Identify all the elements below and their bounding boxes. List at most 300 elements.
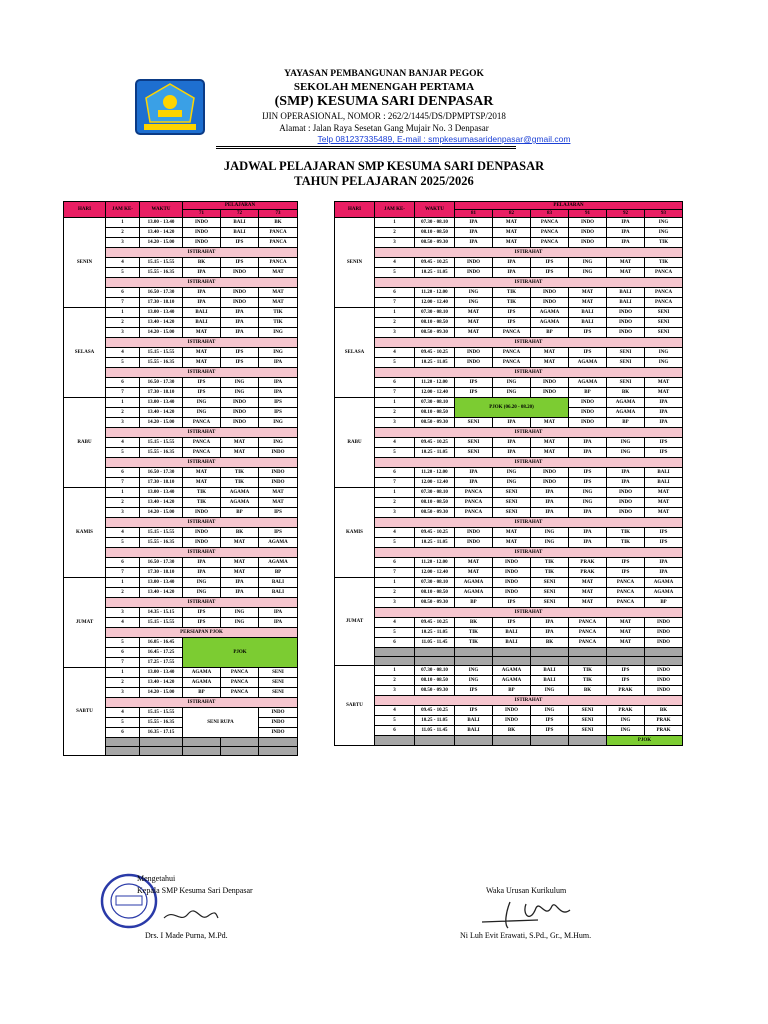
table-header-row [64,202,298,210]
break-row: ISTIRAHAT [375,338,683,348]
pjok-block: PJOK (06.20 - 08.20) [455,398,569,418]
subject-cell: IPA [455,468,493,478]
subject-cell: INDO [531,288,569,298]
subject-cell: ING [531,706,569,716]
subject-cell: AGAMA [531,308,569,318]
time-cell: 14.20 - 15.00 [140,508,183,518]
break-row: ISTIRAHAT [106,278,298,288]
table-row [335,736,683,746]
subject-cell: INDO [221,398,259,408]
subject-cell: ING [221,608,259,618]
vice-signature-icon [478,894,578,932]
empty-cell [415,736,455,746]
table-row [335,638,683,648]
subject-cell: INDO [569,228,607,238]
subject-cell: IPA [183,558,221,568]
day-cell: RABU [335,398,375,488]
subject-cell: IPA [493,438,531,448]
subject-cell: BP [183,688,221,698]
period-cell: 3 [106,418,140,428]
empty-cell [493,657,531,666]
subject-cell: MAT [645,498,683,508]
subject-cell: SENI [607,358,645,368]
empty-cell [531,648,569,657]
subject-cell: TIK [531,568,569,578]
subject-cell: TIK [569,676,607,686]
subject-cell: MAT [645,508,683,518]
subject-cell: IPS [221,238,259,248]
time-cell: 08.10 - 08.50 [415,676,455,686]
subject-cell: INDO [607,318,645,328]
time-cell: 10.25 - 11.05 [415,628,455,638]
empty-cell [531,657,569,666]
time-cell: 13.00 - 13.40 [140,578,183,588]
subject-cell: ING [183,588,221,598]
subject-cell: PANCA [259,228,298,238]
subject-cell: BP [569,388,607,398]
subject-cell: IPA [183,568,221,578]
subject-cell: IPA [645,398,683,408]
subject-cell: IPA [607,228,645,238]
subject-cell: IPA [569,508,607,518]
col-header-period: JAM KE- [375,202,415,218]
subject-cell: IPA [221,318,259,328]
time-cell: 11.20 - 12.00 [415,558,455,568]
table-row [335,278,683,288]
subject-cell: BP [259,568,298,578]
subject-cell: SENI [607,348,645,358]
subject-cell: BALI [569,308,607,318]
subject-cell: BALI [569,318,607,328]
subject-cell: PANCA [493,348,531,358]
subject-cell: BK [221,528,259,538]
subject-cell: IPA [493,418,531,428]
table-row [64,218,298,228]
col-header-class: 81 [455,210,493,218]
subject-cell: IPS [607,676,645,686]
table-row [335,648,683,657]
subject-cell: ING [455,288,493,298]
day-cell: SENIN [335,218,375,308]
subject-cell: INDO [607,488,645,498]
break-row: ISTIRAHAT [375,548,683,558]
break-row: ISTIRAHAT [375,368,683,378]
contact-info[interactable]: Telp 081237335489, E-mail : smpkesumasaridenpasar@gmail.com [317,134,571,144]
period-cell: 3 [106,238,140,248]
subject-cell: IPS [493,618,531,628]
subject-cell: MAT [569,598,607,608]
subject-cell: SENI [607,378,645,388]
time-cell: 10.25 - 11.05 [415,716,455,726]
subject-cell: MAT [259,488,298,498]
time-cell: 14.20 - 15.00 [140,238,183,248]
empty-cell [183,738,221,747]
subject-cell: SENI [531,598,569,608]
subject-cell: INDO [645,638,683,648]
subject-cell: IPA [259,358,298,368]
table-row [335,538,683,548]
empty-cell [375,736,415,746]
col-header-class: 82 [493,210,531,218]
time-cell: 09.45 - 10.25 [415,258,455,268]
subject-cell: IPS [531,726,569,736]
period-cell: 2 [106,498,140,508]
period-cell: 3 [375,328,415,338]
subject-cell: BALI [493,638,531,648]
period-cell: 1 [106,398,140,408]
period-cell: 5 [375,448,415,458]
subject-cell: IPA [259,618,298,628]
table-row [335,438,683,448]
empty-cell [415,657,455,666]
subject-cell: PANCA [645,268,683,278]
day-cell: JUMAT [64,578,106,668]
time-cell: 08.50 - 09.30 [415,508,455,518]
subject-cell: INDO [569,408,607,418]
subject-cell: TIK [455,628,493,638]
subject-cell: ING [455,298,493,308]
period-cell: 5 [106,718,140,728]
acknowledged-label: Mengetahui [137,874,176,883]
empty-cell [531,736,569,746]
day-cell: JUMAT [335,578,375,666]
empty-cell [455,648,493,657]
subject-cell: IPA [607,238,645,248]
break-row: ISTIRAHAT [375,696,683,706]
subject-cell: ING [183,408,221,418]
subject-cell: BK [259,218,298,228]
break-row: ISTIRAHAT [106,338,298,348]
period-cell: 6 [106,468,140,478]
subject-cell: MAT [259,288,298,298]
time-cell: 16.50 - 17.30 [140,558,183,568]
subject-cell: AGAMA [183,668,221,678]
empty-cell [140,738,183,747]
period-cell: 5 [375,358,415,368]
time-cell: 13.40 - 14.20 [140,498,183,508]
time-cell: 15.55 - 16.35 [140,718,183,728]
subject-cell: IPA [531,628,569,638]
col-header-class: 93 [645,210,683,218]
period-cell: 1 [375,398,415,408]
period-cell: 7 [106,388,140,398]
col-header-class: 72 [221,210,259,218]
subject-cell: ING [569,498,607,508]
subject-cell: ING [645,218,683,228]
principal-name: Drs. I Made Purna, M.Pd. [145,931,228,940]
subject-cell: IPA [531,618,569,628]
subject-cell: IPS [183,378,221,388]
col-header-class: 91 [569,210,607,218]
table-row [335,588,683,598]
time-cell: 11.20 - 12.00 [415,378,455,388]
subject-cell: ING [493,378,531,388]
time-cell: 11.05 - 11.45 [415,726,455,736]
subject-cell: INDO [645,666,683,676]
subject-cell: AGAMA [607,408,645,418]
subject-cell: BALI [493,628,531,638]
subject-cell: MAT [493,218,531,228]
time-cell: 12.00 - 12.40 [415,478,455,488]
subject-cell: INDO [183,228,221,238]
time-cell: 08.50 - 09.30 [415,598,455,608]
table-row [335,716,683,726]
table-header-row [335,202,683,210]
table-row [335,238,683,248]
subject-cell: ING [607,716,645,726]
subject-cell: IPA [607,468,645,478]
table-row [335,368,683,378]
subject-cell: IPS [531,716,569,726]
empty-cell [455,657,493,666]
table-row [335,578,683,588]
table-row [335,328,683,338]
table-row [64,578,298,588]
subject-cell: INDO [493,716,531,726]
subject-cell: BALI [645,468,683,478]
time-cell: 15.55 - 16.35 [140,358,183,368]
subject-cell: INDO [531,298,569,308]
period-cell: 2 [375,588,415,598]
break-row: ISTIRAHAT [106,458,298,468]
subject-cell: AGAMA [645,588,683,598]
subject-cell: SENI [531,578,569,588]
subject-cell: PANCA [569,638,607,648]
subject-cell: MAT [569,588,607,598]
subject-cell: IPS [259,528,298,538]
subject-cell: BALI [221,218,259,228]
subject-cell: SENI [493,498,531,508]
subject-cell: INDO [455,348,493,358]
break-row: ISTIRAHAT [106,598,298,608]
time-cell: 11.20 - 12.00 [415,468,455,478]
subject-cell: ING [221,618,259,628]
period-cell: 5 [375,628,415,638]
period-cell: 4 [106,438,140,448]
break-row: PERSIAPAN PJOK [106,628,298,638]
time-cell: 17.30 - 18.10 [140,478,183,488]
subject-cell: TIK [607,528,645,538]
day-cell: SABTU [64,668,106,756]
subject-cell: MAT [221,438,259,448]
empty-cell [140,747,183,756]
subject-cell: IPS [493,308,531,318]
subject-cell: TIK [607,538,645,548]
subject-cell: INDO [531,468,569,478]
subject-cell: IPS [645,448,683,458]
time-cell: 12.00 - 12.40 [415,568,455,578]
subject-cell: AGAMA [455,578,493,588]
subject-cell: IPA [493,448,531,458]
subject-cell: IPS [569,468,607,478]
subject-cell: INDO [569,398,607,408]
subject-cell: INDO [183,508,221,518]
time-cell: 15.55 - 16.35 [140,538,183,548]
subject-cell: BALI [455,726,493,736]
subject-cell: SENI [259,688,298,698]
time-cell: 08.50 - 09.30 [415,328,455,338]
empty-cell [493,648,531,657]
subject-cell: PANCA [607,598,645,608]
time-cell: 15.15 - 15.55 [140,258,183,268]
subject-cell: INDO [607,328,645,338]
time-cell: 13.40 - 14.20 [140,318,183,328]
time-cell: 10.25 - 11.05 [415,538,455,548]
period-cell: 4 [106,258,140,268]
subject-cell: PANCA [183,438,221,448]
subject-cell: TIK [259,308,298,318]
subject-cell: IPS [493,318,531,328]
subject-cell: PANCA [569,618,607,628]
table-row [335,378,683,388]
table-row [335,398,683,408]
time-cell: 09.45 - 10.25 [415,438,455,448]
subject-cell: AGAMA [259,558,298,568]
subject-cell: BALI [607,298,645,308]
period-cell: 5 [106,448,140,458]
time-cell: 07.30 - 08.10 [415,308,455,318]
subject-cell: INDO [645,628,683,638]
subject-cell: IPS [455,388,493,398]
time-cell: 09.45 - 10.25 [415,618,455,628]
subject-cell: INDO [455,358,493,368]
table-row [335,518,683,528]
table-row [64,398,298,408]
subject-cell: MAT [645,388,683,398]
subject-cell: MAT [493,238,531,248]
time-cell: 10.25 - 11.05 [415,268,455,278]
subject-cell: ING [493,388,531,398]
time-cell: 13.00 - 13.40 [140,668,183,678]
subject-cell: INDO [645,618,683,628]
time-cell: 15.15 - 15.55 [140,438,183,448]
subject-cell: TIK [221,478,259,488]
time-cell: 07.30 - 08.10 [415,398,455,408]
subject-cell: BALI [259,588,298,598]
subject-cell: IPA [569,438,607,448]
break-row: ISTIRAHAT [106,248,298,258]
time-cell: 13.40 - 14.20 [140,408,183,418]
curriculum-vice-title: Waka Urusan Kurikulum [486,886,567,895]
subject-cell: ING [221,388,259,398]
subject-cell: SENI [645,308,683,318]
subject-cell: PANCA [569,628,607,638]
time-cell: 15.55 - 16.35 [140,448,183,458]
period-cell: 1 [375,218,415,228]
subject-cell: INDO [493,706,531,716]
time-cell: 13.00 - 13.40 [140,398,183,408]
subject-cell: IPA [607,218,645,228]
period-cell: 5 [106,538,140,548]
break-row: ISTIRAHAT [375,248,683,258]
subject-cell: INDO [221,268,259,278]
subject-cell: IPS [493,598,531,608]
subject-cell: INDO [259,448,298,458]
subject-cell: IPA [221,588,259,598]
time-cell: 10.25 - 11.05 [415,358,455,368]
subject-cell: MAT [645,378,683,388]
period-cell: 7 [375,568,415,578]
period-cell: 3 [375,508,415,518]
time-cell: 08.50 - 09.30 [415,418,455,428]
subject-cell: IPA [531,498,569,508]
col-header-class: 71 [183,210,221,218]
subject-cell: BK [569,686,607,696]
subject-cell: TIK [531,558,569,568]
subject-cell: MAT [221,568,259,578]
col-header-class: 83 [531,210,569,218]
subject-cell: INDO [569,218,607,228]
subject-cell: BK [455,618,493,628]
table-row [335,666,683,676]
subject-cell: BK [493,726,531,736]
subject-cell: INDO [645,676,683,686]
schedule-table-grade-7 [63,201,298,756]
period-cell: 4 [106,618,140,628]
header-divider [216,148,516,149]
subject-cell: INDO [183,238,221,248]
subject-cell: BP [531,328,569,338]
subject-cell: SENI [645,318,683,328]
time-cell: 14.20 - 15.00 [140,688,183,698]
subject-cell: PANCA [531,238,569,248]
subject-cell: INDO [259,708,298,718]
subject-cell: INDO [645,686,683,696]
subject-cell: IPA [221,308,259,318]
subject-cell: ING [607,438,645,448]
period-cell: 6 [106,288,140,298]
empty-cell [259,738,298,747]
time-cell: 08.10 - 08.50 [415,318,455,328]
table-row [335,268,683,278]
col-header-day: HARI [64,202,106,218]
subject-cell: IPS [259,398,298,408]
period-cell: 2 [106,408,140,418]
subject-cell: AGAMA [455,588,493,598]
subject-cell: MAT [493,228,531,238]
time-cell: 15.15 - 15.55 [140,348,183,358]
subject-cell: IPA [455,218,493,228]
subject-cell: ING [645,228,683,238]
principal-title: Kepala SMP Kesuma Sari Denpasar [137,886,253,895]
break-row: ISTIRAHAT [106,428,298,438]
period-cell: 6 [375,638,415,648]
table-row [335,218,683,228]
subject-cell: MAT [493,538,531,548]
subject-cell: MAT [531,438,569,448]
school-address: Alamat : Jalan Raya Sesetan Gang Mujair No. 3 Denpasar [279,123,489,133]
subject-cell: BALI [531,676,569,686]
table-row [335,248,683,258]
subject-cell: IPA [531,488,569,498]
subject-cell: PANCA [493,358,531,368]
time-cell: 08.50 - 09.30 [415,238,455,248]
time-cell: 14.20 - 15.00 [140,418,183,428]
subject-cell: INDO [259,468,298,478]
subject-cell: MAT [493,528,531,538]
subject-cell: ING [183,398,221,408]
period-cell: 5 [375,716,415,726]
subject-cell: BK [183,258,221,268]
subject-cell: ING [531,528,569,538]
subject-cell: INDO [607,508,645,518]
subject-cell: BP [221,508,259,518]
subject-cell: PANCA [455,488,493,498]
time-cell: 09.45 - 10.25 [415,348,455,358]
subject-cell: INDO [531,388,569,398]
table-row [335,258,683,268]
subject-cell: MAT [569,578,607,588]
